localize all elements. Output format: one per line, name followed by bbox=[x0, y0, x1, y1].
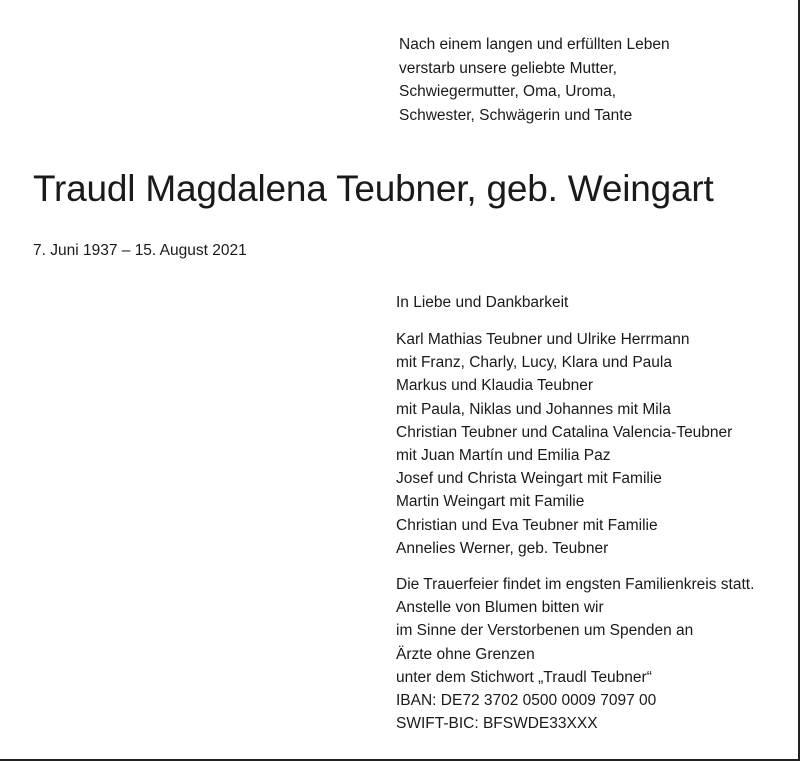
intro-line: Schwiegermutter, Oma, Uroma, bbox=[399, 83, 617, 100]
notice-line: Anstelle von Blumen bitten wir bbox=[396, 599, 604, 617]
mourner-line: Annelies Werner, geb. Teubner bbox=[396, 539, 609, 557]
notice-line: Ärzte ohne Grenzen bbox=[396, 645, 535, 663]
mourner-line: Christian und Eva Teubner mit Familie bbox=[396, 516, 658, 534]
intro-text bbox=[399, 33, 670, 127]
mourner-line: Markus und Klaudia Teubner bbox=[396, 377, 594, 395]
intro-line: Schwester, Schwägerin und Tante bbox=[399, 106, 633, 124]
funeral-notice bbox=[396, 573, 754, 735]
intro-line: verstarb unsere geliebte Mutter, bbox=[399, 59, 617, 77]
mourner-line: mit Franz, Charly, Lucy, Klara und Paula bbox=[396, 354, 672, 372]
mourner-line: mit Juan Martín und Emilia Paz bbox=[396, 447, 611, 465]
deceased-name: Traudl Magdalena Teubner, geb. Weingart bbox=[33, 168, 714, 209]
notice-line: Die Trauerfeier findet im engsten Familienkreis statt. bbox=[396, 576, 755, 593]
life-dates: 7. Juni 1937 – 15. August 2021 bbox=[33, 242, 247, 259]
intro-line: Nach einem langen und erfüllten Leben bbox=[399, 36, 670, 53]
notice-line: im Sinne der Verstorbenen um Spenden an bbox=[396, 622, 694, 640]
mourner-line: mit Paula, Niklas und Johannes mit Mila bbox=[396, 400, 671, 418]
notice-line: unter dem Stichwort „Traudl Teubner“ bbox=[396, 668, 652, 686]
mourner-line: Christian Teubner und Catalina Valencia-Teubner bbox=[396, 423, 733, 441]
mourner-line: Martin Weingart mit Familie bbox=[396, 493, 585, 511]
swift-bic-line: SWIFT-BIC: BFSWDE33XXX bbox=[396, 715, 598, 733]
mourners-list bbox=[396, 328, 732, 560]
mourner-line: Josef und Christa Weingart mit Familie bbox=[396, 470, 662, 488]
mourner-line: Karl Mathias Teubner und Ulrike Herrmann bbox=[396, 331, 690, 348]
iban-line: IBAN: DE72 3702 0500 0009 7097 00 bbox=[396, 692, 657, 710]
dedication-text: In Liebe und Dankbarkeit bbox=[396, 294, 569, 311]
